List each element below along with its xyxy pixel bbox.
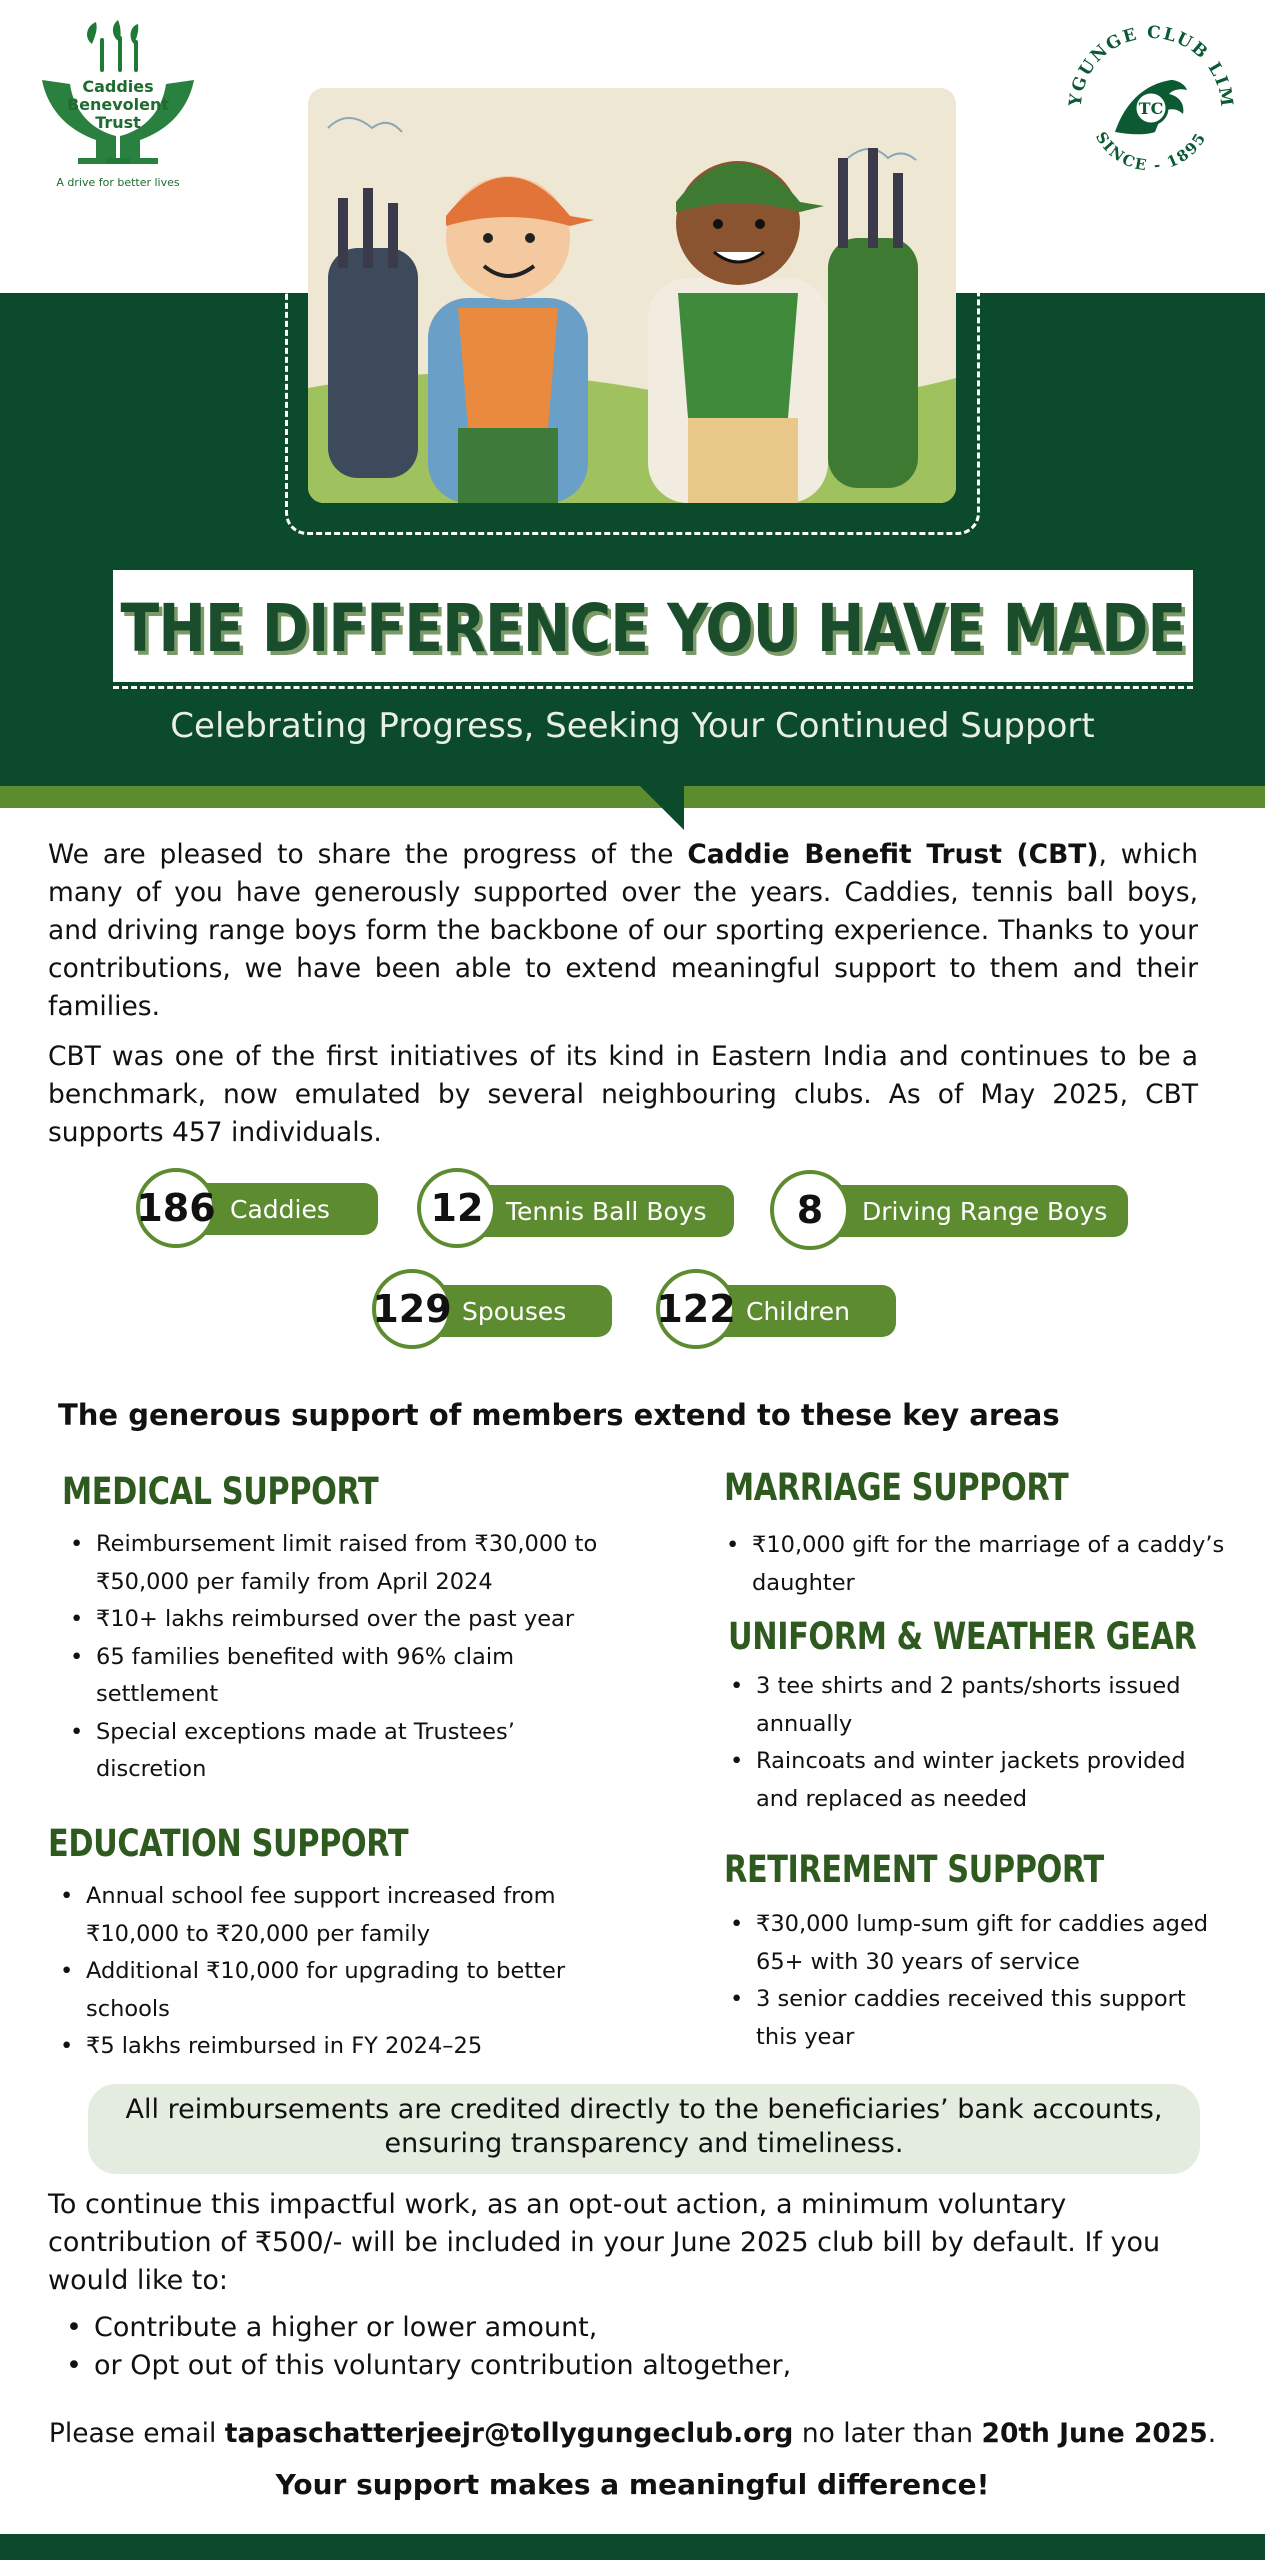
list-item: • or Opt out of this voluntary contribution altogether, bbox=[52, 2347, 791, 2385]
club-crest-icon bbox=[1055, 12, 1247, 204]
retirement-support-title: RETIREMENT SUPPORT bbox=[724, 1848, 1104, 1891]
uniform-weather-gear-title: UNIFORM & WEATHER GEAR bbox=[728, 1615, 1197, 1658]
list-item: • 3 tee shirts and 2 pants/shorts issued annually bbox=[720, 1668, 1220, 1743]
intro-paragraph-1 bbox=[48, 836, 1198, 1026]
golf-hands-icon bbox=[38, 20, 198, 190]
marriage-support-list bbox=[716, 1527, 1226, 1602]
email-instruction bbox=[0, 2418, 1265, 2449]
speech-notch bbox=[640, 786, 684, 830]
medical-support-list bbox=[60, 1526, 600, 1789]
contribution-options bbox=[52, 2309, 791, 2385]
cbt-logo bbox=[38, 20, 198, 190]
list-item: • 65 families benefited with 96% claim settlement bbox=[60, 1639, 600, 1714]
intro-paragraph-2: CBT was one of the first initiatives of its kind in Eastern India and continues to be a benchmark, now emulated by several neighbouring clubs. As of May 2025, CBT supports 457 individuals. bbox=[48, 1041, 1198, 1148]
cbt-name: Caddie Benefit Trust (CBT) bbox=[687, 839, 1099, 870]
svg-text:Trust: Trust bbox=[95, 113, 141, 132]
list-item: • Reimbursement limit raised from ₹30,000 to ₹50,000 per family from April 2024 bbox=[60, 1526, 600, 1601]
uniform-weather-gear-list bbox=[720, 1668, 1220, 1818]
contribution-paragraph: To continue this impactful work, as an opt-out action, a minimum voluntary contribution of ₹500/- will be included in your June 2025 club bill by default. If you would like to: bbox=[48, 2189, 1161, 2296]
stat-label: Driving Range Boys bbox=[862, 1196, 1108, 1226]
stat-count-spouses: 129 bbox=[372, 1269, 452, 1349]
intro-text-end: , which many of you have generously supported over the years. Caddies, tennis ball boys, and driving range boys form the backbone of our sporting experience. Thanks to your contributions, we have been able to extend meaningful support to them and their families. bbox=[48, 839, 1198, 1022]
email-prefix: Please email bbox=[48, 2418, 225, 2449]
stat-label: Tennis Ball Boys bbox=[506, 1196, 707, 1226]
list-item: • Annual school fee support increased from ₹10,000 to ₹20,000 per family bbox=[50, 1878, 610, 1953]
marriage-support-title: MARRIAGE SUPPORT bbox=[724, 1466, 1069, 1509]
page-subtitle: Celebrating Progress, Seeking Your Continued Support bbox=[170, 706, 1095, 746]
two-caddies-illustration bbox=[308, 88, 956, 503]
list-item: • Raincoats and winter jackets provided and replaced as needed bbox=[720, 1743, 1220, 1818]
footer-band bbox=[0, 2534, 1265, 2560]
key-areas-heading: The generous support of members extend to these key areas bbox=[58, 1398, 1060, 1432]
stat-count-tennis-ball-boys: 12 bbox=[417, 1168, 497, 1248]
stat-count-children: 122 bbox=[656, 1269, 736, 1349]
svg-text:Benevolent: Benevolent bbox=[66, 95, 170, 114]
svg-text:SINCE - 1895: SINCE - 1895 bbox=[1091, 128, 1211, 175]
svg-text:TC: TC bbox=[1138, 99, 1164, 118]
education-support-list bbox=[50, 1878, 610, 2066]
svg-text:TOLLYGUNGE CLUB LIMITED: YGUNGE CLUB LIM bbox=[1065, 22, 1237, 110]
list-item: • 3 senior caddies received this support this year bbox=[720, 1981, 1220, 2056]
tollygunge-club-seal bbox=[1055, 12, 1247, 204]
list-item: • ₹5 lakhs reimbursed in FY 2024–25 bbox=[50, 2028, 610, 2066]
closing-statement: Your support makes a meaningful difference! bbox=[275, 2468, 990, 2501]
list-item: • Contribute a higher or lower amount, bbox=[52, 2309, 791, 2347]
stat-label: Spouses bbox=[462, 1296, 567, 1326]
education-support-title: EDUCATION SUPPORT bbox=[48, 1822, 409, 1865]
svg-text:A drive for better lives: A drive for better lives bbox=[56, 176, 180, 189]
list-item: • ₹30,000 lump-sum gift for caddies aged 65+ with 30 years of service bbox=[720, 1906, 1220, 1981]
svg-text:Caddies: Caddies bbox=[82, 77, 154, 96]
list-item: • Additional ₹10,000 for upgrading to better schools bbox=[50, 1953, 610, 2028]
accent-stripe bbox=[0, 786, 1265, 808]
retirement-support-list bbox=[720, 1906, 1220, 2056]
deadline-date: 20th June 2025 bbox=[981, 2418, 1208, 2449]
transparency-note: All reimbursements are credited directly to the beneficiaries’ bank accounts, ensuring transparency and timeliness. bbox=[88, 2084, 1200, 2174]
title-dashed-rule bbox=[113, 686, 1193, 689]
stat-count-caddies: 186 bbox=[136, 1168, 216, 1248]
stat-pill-driving-range-boys bbox=[810, 1185, 1128, 1237]
hero-illustration bbox=[308, 88, 956, 503]
stat-label: Children bbox=[746, 1296, 851, 1326]
page-title: THE DIFFERENCE YOU HAVE MADE bbox=[120, 589, 1186, 667]
email-middle: no later than bbox=[793, 2418, 982, 2449]
medical-support-title: MEDICAL SUPPORT bbox=[62, 1470, 379, 1513]
email-suffix: . bbox=[1207, 2418, 1217, 2449]
contact-email-link[interactable]: tapaschatterjeejr@tollygungeclub.org bbox=[224, 2418, 794, 2449]
list-item: • Special exceptions made at Trustees’ discretion bbox=[60, 1714, 600, 1789]
list-item: • ₹10,000 gift for the marriage of a caddy’s daughter bbox=[716, 1527, 1226, 1602]
stat-label: Caddies bbox=[230, 1194, 330, 1224]
list-item: • ₹10+ lakhs reimbursed over the past year bbox=[60, 1601, 600, 1639]
intro-text-start: We are pleased to share the progress of the bbox=[48, 839, 688, 870]
stat-count-driving-range-boys: 8 bbox=[770, 1170, 850, 1250]
